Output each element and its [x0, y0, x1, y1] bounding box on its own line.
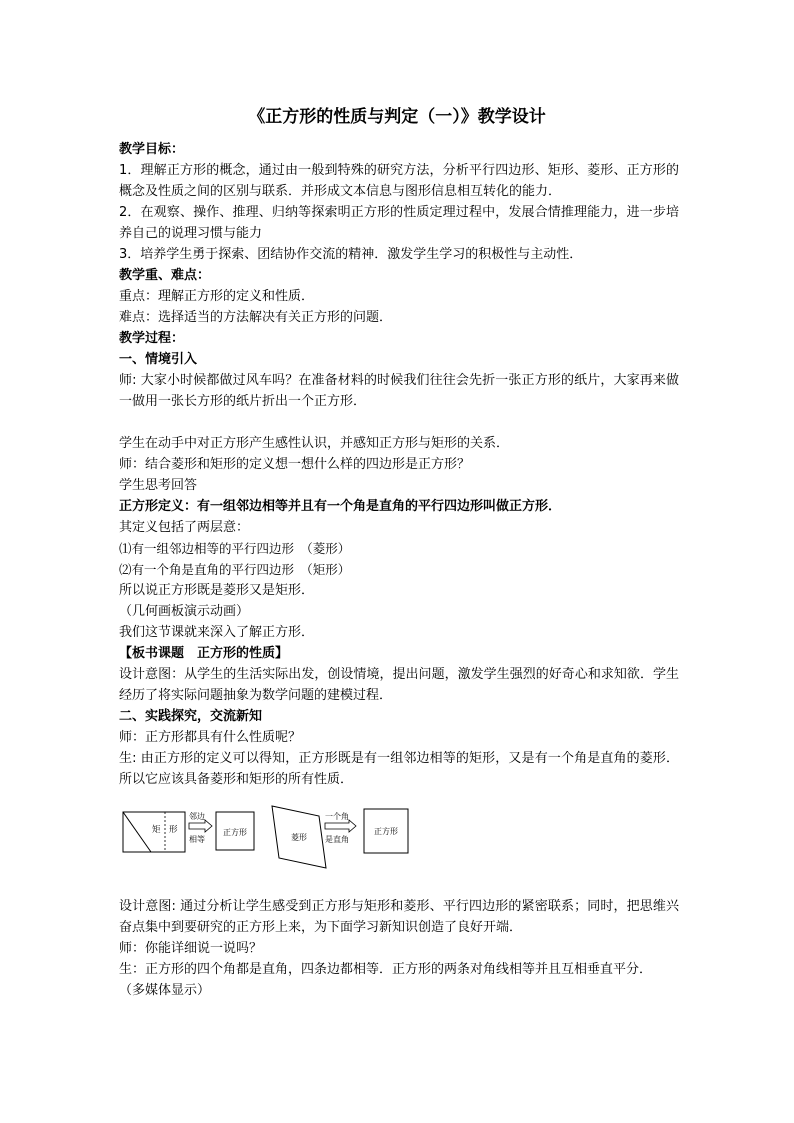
design-intent-1: 设计意图：从学生的生活实际出发，创设情境，提出问题，激发学生强烈的好奇心和求知欲．学生经历了将实际问题抽象为数学问题的建模过程． — [119, 667, 679, 703]
blank-line — [119, 412, 679, 433]
meaning-1: ⑴有一组邻边相等的平行四边形 （菱形） — [119, 541, 351, 556]
square-label-2: 正方形 — [374, 827, 398, 836]
square-label-1: 正方形 — [223, 828, 247, 837]
square-shape-2 — [364, 809, 408, 853]
animation-note: （几何画板演示动画） — [119, 604, 250, 619]
section1-heading: 一、情境引入 — [119, 352, 198, 367]
arrow1-label-bottom: 相等 — [189, 835, 205, 844]
arrow2-label-top: 一个角 — [325, 812, 349, 821]
difficult-point: 难点：选择适当的方法解决有关正方形的问题． — [119, 310, 393, 325]
rectangle-shape — [123, 812, 185, 852]
multimedia-note: （多媒体显示） — [119, 983, 211, 998]
objectives-heading: 教学目标： — [119, 142, 185, 157]
lesson-lead-in: 我们这节课就来深入了解正方形． — [119, 625, 315, 640]
document-body — [119, 139, 679, 1001]
document-title: 《正方形的性质与判定（一）》教学设计 — [248, 107, 546, 127]
arrow1-label-top: 邻边 — [189, 812, 205, 821]
arrow-right-angle — [325, 811, 356, 844]
section2-heading: 二、实践探究，交流新知 — [119, 709, 263, 724]
design-intent-2: 设计意图: 通过分析让学生感受到正方形与矩形和菱形、平行四边形的紧密联系；同时，把思维兴奋点集中到要研究的正方形上来，为下面学习新知识创造了良好开端． — [119, 899, 679, 935]
square-definition: 正方形定义：有一组邻边相等并且有一个角是直角的平行四边形叫做正方形． — [119, 499, 562, 514]
student-answer-2: 生：正方形的四个角都是直角，四条边都相等．正方形的两条对角线相等并且互相垂直平分． — [119, 962, 653, 977]
rectangle-label: 矩 形 — [152, 825, 178, 835]
definition-conclusion: 所以说正方形既是菱形又是矩形． — [119, 583, 315, 598]
teacher-question-3: 师：你能详细说一说吗？ — [119, 941, 263, 956]
student-activity: 学生在动手中对正方形产生感性认识，并感知正方形与矩形的关系． — [119, 436, 510, 451]
rhombus-label: 菱形 — [291, 833, 307, 842]
arrow2-label-bottom: 是直角 — [325, 835, 349, 844]
objective-item-3: 3．培养学生勇于探索、团结协作交流的精神．激发学生学习的积极性与主动性． — [119, 247, 583, 262]
teacher-question: 师：结合菱形和矩形的定义想一想什么样的四边形是正方形？ — [119, 457, 471, 472]
board-title: 【板书课题 正方形的性质】 — [119, 646, 289, 661]
objective-item-1: 1．理解正方形的概念，通过由一般到特殊的研究方法，分析平行四边形、矩形、菱形、正方形的概念及性质之间的区别与联系．并形成文本信息与图形信息相互转化的能力． — [119, 163, 679, 199]
teacher-question-2: 师：正方形都具有什么性质呢？ — [119, 730, 302, 745]
process-heading: 教学过程： — [119, 331, 185, 346]
square-shape-1 — [216, 812, 254, 850]
key-point: 重点：理解正方形的定义和性质． — [119, 289, 315, 304]
student-answer-1: 生: 由正方形的定义可以得知，正方形既是有一组邻边相等的矩形，又是有一个角是直角的菱形．所以它应该具备菱形和矩形的所有性质． — [119, 751, 679, 787]
teacher-intro: 师: 大家小时候都做过风车吗？在准备材料的时候我们往往会先折一张正方形的纸片，大家再来做一做用一张长方形的纸片折出一个正方形． — [119, 373, 679, 409]
meaning-2: ⑵有一个角是直角的平行四边形 （矩形） — [119, 562, 351, 577]
objective-item-2: 2．在观察、操作、推理、归纳等探索明正方形的性质定理过程中，发展合情推理能力，进一步培养自己的说理习惯与能力 — [119, 205, 679, 241]
two-meanings: 其定义包括了两层意： — [119, 520, 250, 535]
arrow-adjacent-equal — [189, 811, 212, 844]
shapes-relationship-figure — [121, 804, 411, 870]
rhombus-shape — [272, 806, 326, 868]
key-points-heading: 教学重、难点： — [119, 268, 211, 283]
figure-area — [119, 790, 679, 896]
student-think: 学生思考回答 — [119, 478, 198, 493]
